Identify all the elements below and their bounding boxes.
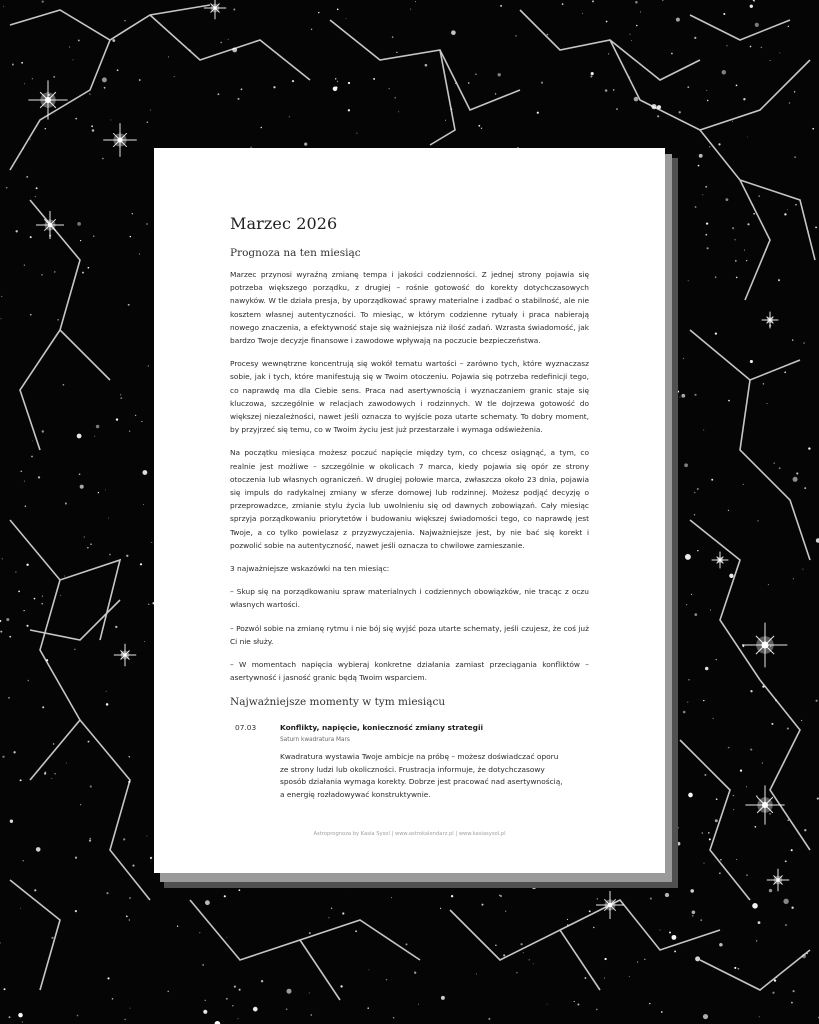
forecast-paragraph: Procesy wewnętrzne koncentrują się wokół tematu wartości – zarówno tych, które wyznaczasz sobie, jak i tych, które manifestują się w Twoim otoczeniu. Pojawia się potrzeba redefinicji tego, co naprawdę ma dla Ciebie sens. Praca nad asertywnością i wyznaczaniem granic staje się kluczowa, szczególnie w relacjach zawodowych i rodzinnych. W tle dojrzewa gotowość do większej niezależności, nawet jeśli oznacza to wyjście poza utarte schematy. To dobry moment, by przyjrzeć się temu, co w Twoim życiu jest już przestarzałe i wymaga odświeżenia. xyxy=(230,359,589,435)
moment-aspect: Saturn kwadratura Mars xyxy=(280,737,350,744)
moment-date: 07.03 xyxy=(235,723,257,733)
forecast-heading: Prognoza na ten miesiąc xyxy=(230,247,361,259)
moment-headline: Konflikty, napięcie, konieczność zmiany strategii xyxy=(280,723,484,733)
moment-text: Kwadratura wystawia Twoje ambicje na próbę – możesz doświadczać oporu ze strony ludzi lub okoliczności. Frustracja informuje, że dotychczasowy sposób działania wymaga korekty. Dobrze jest pracować nad asertywnością, a energię rozładowywać konstruktywnie. xyxy=(280,752,563,799)
forecast-paragraph: Marzec przynosi wyraźną zmianę tempa i jakości codzienności. Z jednej strony pojawia się potrzeba większego porządku, z drugiej – rośnie gotowość do korekty dotychczasowych nawyków. W tle działa presja, by uporządkować sprawy materialne i zadbać o stabilność, ale nie kosztem własnej autentyczności. To miesiąc, w którym codzienne rytuały i praca nabierają nowego znaczenia, a efektywność staje się ważniejsza niż ilość zadań. Wzrasta świadomość, jak bardzo Twoje decyzje finansowe i zawodowe wpływają na poczucie bezpieczeństwa. xyxy=(230,270,589,346)
moment-entry xyxy=(230,722,589,801)
tip-item: – Pozwól sobie na zmianę rytmu i nie bój się wyjść poza utarte schematy, jeśli czujesz, że coś już Ci nie służy. xyxy=(230,623,589,646)
moments-heading: Najważniejsze momenty w tym miesiącu xyxy=(230,696,446,709)
tips-heading: 3 najważniejsze wskazówki na ten miesiąc: xyxy=(230,564,390,574)
tip-item: – Skup się na porządkowaniu spraw materialnych i codziennych obowiązków, nie tracąc z oczu własnych wartości. xyxy=(230,587,589,610)
page-title: Marzec 2026 xyxy=(230,214,338,233)
forecast-paragraph: Na początku miesiąca możesz poczuć napięcie między tym, co chcesz osiągnąć, a tym, co realnie jest możliwe – szczególnie w okolicach 7 marca, kiedy pojawia się opór ze strony otoczenia lub własnych ograniczeń. W drugiej połowie marca, zwłaszcza około 23 dnia, pojawia się impuls do radykalnej zmiany w sferze domowej lub rodzinnej. Możesz podjąć decyzję o przeprowadzce, zmianie stylu życia lub uwolnieniu się od dawnych zobowiązań. Cały miesiąc sprzyja porządkowaniu priorytetów i budowaniu większej świadomości tego, co naprawdę jest Twoje, a co tylko powielasz z przyzwyczajenia. Najważniejsze jest, by nie bać się korekt i pozwolić sobie na autentyczność, nawet jeśli oznacza to chwilowe zamieszanie. xyxy=(230,448,589,550)
moment-body xyxy=(280,722,589,801)
page-footer: Astroprognoza by Kasia Sysol | www.astrokalendarz.pl | www.kasiasysol.pl xyxy=(313,831,506,837)
document-page xyxy=(154,148,665,873)
tip-item: – W momentach napięcia wybieraj konkretne działania zamiast przeciągania konfliktów – asertywność i jasność granic będą Twoim wsparciem. xyxy=(230,660,589,683)
